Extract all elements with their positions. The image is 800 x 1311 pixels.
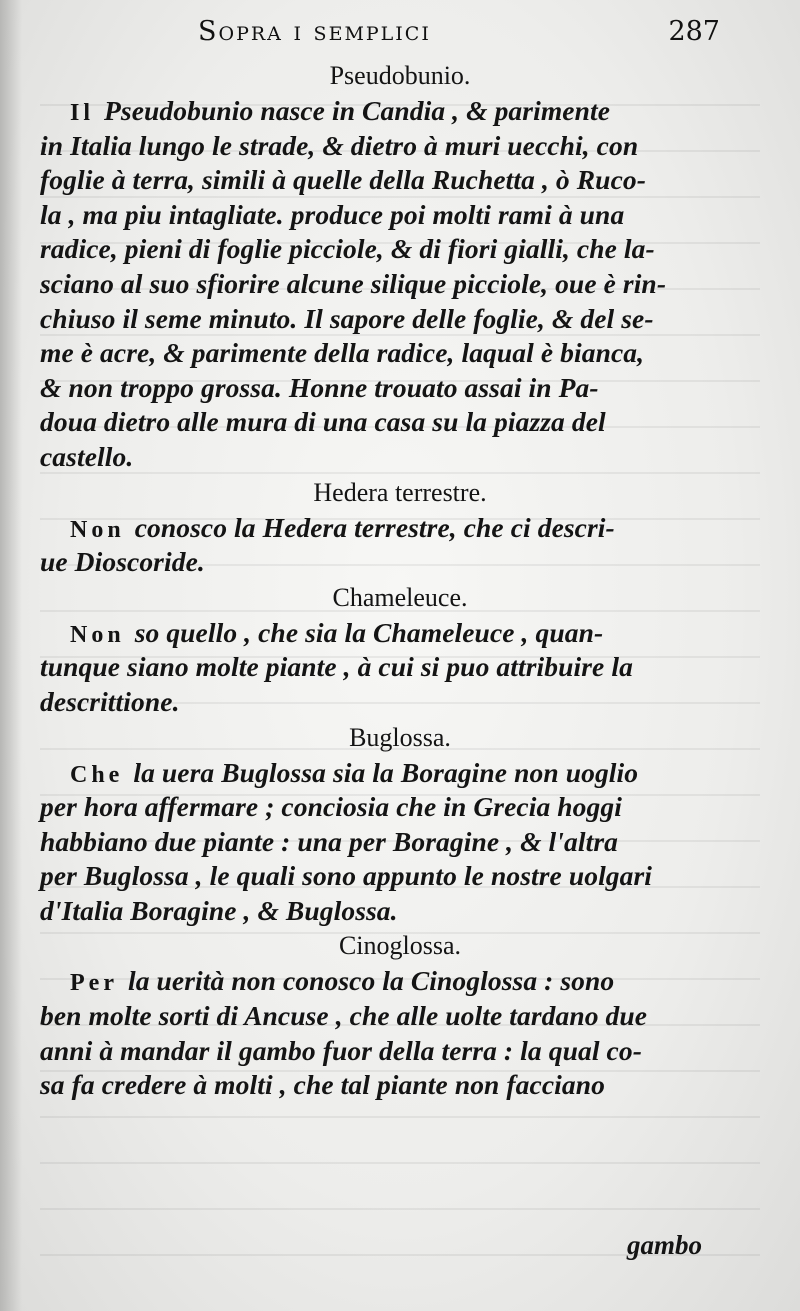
text-line: sciano al suo sfiorire alcune silique picciole, oue è rin- (40, 267, 667, 299)
text-line: doua dietro alle mura di una casa su la piazza del (40, 406, 606, 438)
text-line: la , ma piu intagliate. produce poi molti rami à una (40, 198, 625, 230)
text-line: ben molte sorti di Ancuse , che alle uolte tardano due (40, 1000, 648, 1032)
text-line: chiuso il seme minuto. Il sapore delle foglie, & del se- (40, 302, 654, 334)
text-line: per hora affermare ; conciosia che in Grecia hoggi (40, 791, 622, 823)
text-line: d'Italia Boragine , & Buglossa. (40, 894, 398, 926)
text-line: descrittione. (40, 685, 180, 717)
initial-word: Che (70, 761, 124, 788)
catchword: gambo (626, 1230, 702, 1260)
initial-word: Non (70, 516, 125, 543)
text-line (40, 964, 720, 999)
text-line: radice, pieni di foglie picciole, & di fiori gialli, che la- (40, 233, 655, 265)
text-line (40, 756, 720, 791)
line-text: so quello , che sia la Chameleuce , quan- (134, 616, 604, 648)
section-heading: Hedera terrestre. (313, 477, 487, 507)
text-line: habbiano due piante : una per Boragine , & l'altra (40, 825, 619, 857)
running-head (190, 12, 720, 52)
section-heading: Pseudobunio. (329, 61, 471, 90)
line-text: Pseudobunio nasce in Candia , & parimente (104, 95, 611, 126)
text-line (40, 616, 720, 651)
text-line: me è acre, & parimente della radice, laqual è bianca, (40, 337, 645, 369)
running-title: Sopra i semplici (198, 16, 431, 47)
initial-word: Per (70, 970, 118, 997)
initial-word: Non (70, 621, 125, 648)
text-line: anni à mandar il gambo fuor della terra : la qual co- (40, 1034, 642, 1066)
text-line: in Italia lungo le strade, & dietro à muri uecchi, con (40, 129, 639, 161)
text-line (40, 94, 720, 129)
section-heading: Buglossa. (349, 722, 451, 752)
section-heading: Chameleuce. (332, 582, 468, 612)
text-line: per Buglossa , le quali sono appunto le nostre uolgari (40, 860, 653, 892)
text-line: ue Dioscoride. (40, 546, 205, 578)
page-number: 287 (668, 16, 720, 47)
body-text (40, 58, 720, 1103)
text-line: castello. (40, 440, 134, 472)
text-line (40, 511, 720, 546)
initial-word: Il (70, 100, 95, 126)
line-text: la uerità non conosco la Cinoglossa : sono (127, 965, 615, 997)
line-text: conosco la Hedera terrestre, che ci descri- (134, 511, 615, 543)
text-line: & non troppo grossa. Honne trouato assai in Pa- (40, 371, 599, 403)
text-line: foglie à terra, simili à quelle della Ruchetta , ò Ruco- (40, 164, 646, 196)
line-text: la uera Buglossa sia la Boragine non uoglio (133, 756, 639, 788)
text-line: sa fa credere à molti , che tal piante non facciano (40, 1069, 605, 1101)
text-line: tunque siano molte piante , à cui si puo attribuire la (40, 651, 633, 683)
section-heading: Cinoglossa. (338, 931, 462, 961)
page-gutter-shadow (0, 0, 22, 1311)
